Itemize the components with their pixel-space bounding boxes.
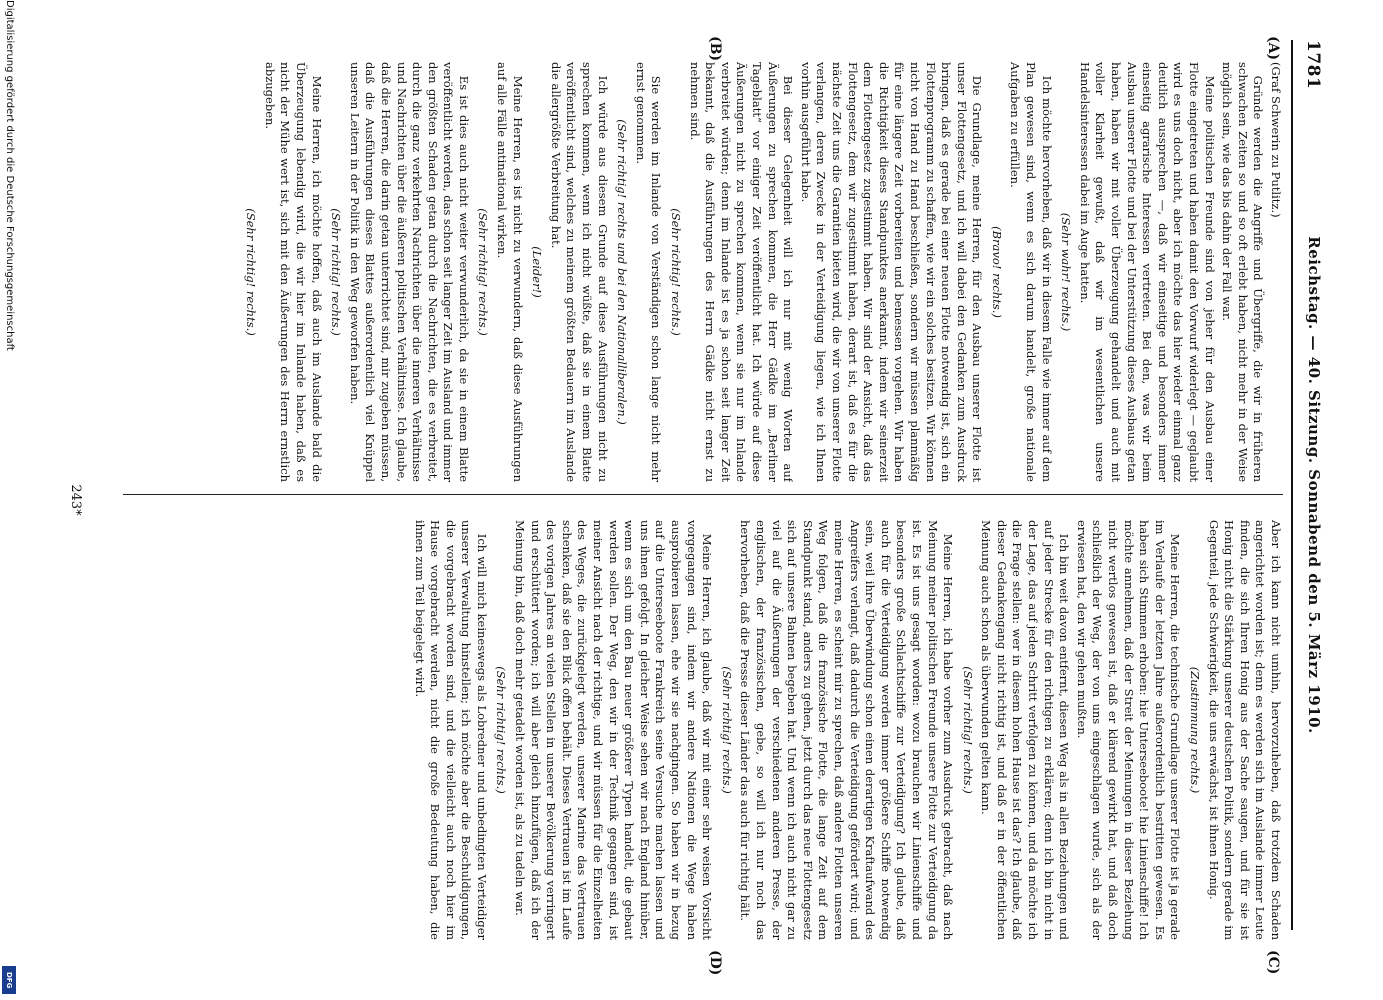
interjection: (Sehr richtig! rechts und bei den Nationalliberalen.) xyxy=(615,119,630,425)
digitization-note-text: Digitalisierung gefördert durch die Deutsche Forschungsgemeinschaft xyxy=(4,0,15,351)
paragraph: Gründe werden die Angriffe und Übergriffe, die wir in früheren schwachen Zeiten so und so oft erlebt haben, nicht mehr in der Weise möglich sein, wie das bis dahin der Fall war. xyxy=(1220,62,1266,482)
header-page-number: 1781 xyxy=(1303,40,1323,90)
paragraph: Meine Herren, ich glaube, daß wir mit einer sehr weisen Vorsicht vorgegangen sind, indem wir andere Nationen die Wege haben ausprobieren lassen, ehe wir sie nachgingen. So haben wir in bezug auf die Unterseeboote Frankreich seine Versuche machen lassen und uns ihnen gefolgt. In gleicher Weise sehen wir nach England hinüber, wenn es sich um den Bau neuer größerer Typen handelt, die gebaut werden sollen. Der Weg, den wir in der Technik gegangen sind, ist meiner Ansicht nach der richtige, und wir müssen für die Einzelheiten des Weges, die zurückgelegt werden, unserer Marine das Vertrauen schenken, daß sie den Blick offen behält. Dieses Vertrauen ist im Laufe des vorigen Jahres an vielen Stellen in unserer Bevölkerung verringert und erschüttert worden; ich will aber gleich hinzufügen, daß ich der Meinung bin, daß doch mehr getadelt worden ist, als zu tadeln war. xyxy=(513,520,715,940)
interjection: (Sehr richtig! rechts.) xyxy=(494,666,509,794)
interjection: (Sehr richtig! rechts.) xyxy=(960,666,975,794)
margin-letter-b: (B) xyxy=(707,36,723,62)
text-column-left xyxy=(123,62,1283,482)
paragraph: Sie werden im Inlande von Verständigen schon lange nicht mehr ernst genommen. xyxy=(633,62,664,482)
interjection: (Leider!) xyxy=(530,246,545,298)
margin-letter-d: (D) xyxy=(707,950,723,976)
running-header xyxy=(1297,40,1323,930)
paragraph: Die Grundlage, meine Herren, für den Ausbau unserer Flotte ist unser Flottengesetz, und ich will dabei den Gedanken zum Ausdruck bringen, daß es gerade bei einer neuen Flotte notwendig ist, sich ein Flottenprogramm zu schaffen, wie wir ein solches besitzen. Wir können nicht von Hand zu Hand beschließen, sondern wir müssen planmäßig für eine längere Zeit vorbereiten und bemessen vorgehen. Wir haben die Richtigkeit dieses Standpunktes anerkannt, indem wir seinerzeit dem Flottengesetz zugestimmt haben. Wir sind der Ansicht, daß das Flottengesetz, dem wir zugestimmt haben, derart ist, daß es für die nächste Zeit uns die Garantien bieten wird, die wir von unserer Flotte verlangen, deren Zwecke in der Verteidigung liegen, wie ich Ihnen vorhin ausgeführt habe. xyxy=(798,62,985,482)
paragraph: Ich bin weit davon entfernt, diesen Weg als in allen Beziehungen und auf jeder Strecke für den richtigen zu erklären; denn ich bin nicht in der Lage, das auf jeden Schritt verfolgen zu können, und da möchte ich die Frage stellen: wer in diesem hohen Hause ist das? Ich glaube, daß dieser Gedankengang nicht richtig ist, und daß er in der öffentlichen Meinung auch schon als überwunden gelten kann. xyxy=(979,520,1072,940)
digitization-note xyxy=(2,0,18,1000)
interjection: (Sehr richtig! rechts.) xyxy=(719,666,734,794)
interjection: (Zustimmung rechts.) xyxy=(1188,666,1203,794)
paragraph: Meine Herren, die technische Grundlage unserer Flotte ist ja gerade im Verlaufe der letzten Jahre außerordentlich bestritten gewesen. Es haben sich Stimmen erhoben: hie Unterseeboote! hie Linienschiffe! Ich möchte annehmen, daß der Streit der Meinungen in dieser Beziehung nicht wertlos gewesen ist, daß er klärend gewirkt hat, und daß doch schließlich der Weg, der von uns eingeschlagen wurde, sich als der erwiesen hat, den wir gehen mußten. xyxy=(1074,520,1183,940)
speaker-line: Aber ich kann nicht umhin, hervorzuheben, daß trotzdem Schaden angerichtet worden ist; denn es werden sich im Auslande immer Leute finden, die sich Ihren Honig aus der Sache saugen, und für sie ist Honig nicht die Stärkung unserer deutschen Politik, sondern gerade im Gegenteil, jede Schwierigkeit, die uns erwächst, ist ihnen Honig. xyxy=(1206,520,1283,940)
paragraph: Bei dieser Gelegenheit will ich nur mit wenig Worten auf Äußerungen zu sprechen kommen, die Herr Gädke im „Berliner Tageblatt“ vor einiger Zeit veröffentlicht hat. Ich würde auf diese Äußerungen nicht zu sprechen kommen, wenn sie nur im Inlande verbreitet würden; denn im Inlande ist es ja schon seit langer Zeit bekannt, daß die Ausführungen des Herrn Gädke nicht ernst zu nehmen sind. xyxy=(687,62,796,482)
text-column-right xyxy=(123,520,1283,940)
speaker-line: (Graf Schwerin zu Putlitz.) xyxy=(1269,62,1283,218)
header-title: Reichstag. — 40. Sitzung. Sonnabend den 5. März 1910. xyxy=(1305,236,1323,734)
margin-letter-a: (A) xyxy=(1265,36,1281,61)
page-footer-number: 243* xyxy=(68,484,83,516)
interjection: (Sehr wahr! rechts.) xyxy=(1059,212,1074,332)
paragraph: Es ist dies auch nicht weiter verwunderlich, da sie in einem Blatte veröffentlicht werden, das schon seit langer Zeit im Ausland und immer den größten Schaden getan durch die Nachrichten, die es verbreitet, durch die ganz verkehrten Nachrichten über die inneren Verhältnisse und Nachrichten über die äußeren politischen Verhältnisse. Ich glaube, daß die Herren, die darin getan unterrichtet sind, mir zugeben müssen, daß die Ausführungen dieses Blattes außerordentlich viel Knüppel unseren Leitern in der Politik in den Weg geworfen haben. xyxy=(347,62,471,482)
interjection: (Sehr richtig! rechts.) xyxy=(244,208,259,336)
paragraph: Meine Herren, ich möchte hoffen, daß auch im Auslande bald die Überzeugung lebendig wird, die wir hier im Inlande haben, daß es nicht der Mühe wert ist, sich mit den Äußerungen des Herrn ernstlich abzugeben. xyxy=(262,62,324,482)
interjection: (Sehr richtig! rechts.) xyxy=(329,208,344,336)
paragraph: Ich möchte hervorheben, daß wir in diesem Falle wie immer auf dem Plan gewesen sind, wenn es sich darum handelt, große nationale Aufgaben zu erfüllen. xyxy=(1008,62,1054,482)
dfg-logo: DFG xyxy=(2,966,16,994)
interjection: (Bravo! rechts.) xyxy=(989,226,1004,318)
paragraph: Meine politischen Freunde sind von jeher für den Ausbau einer Flotte eingetreten und haben damit den Vorwurf widerlegt — geglaubt wird es uns doch nicht, aber ich möchte das hier wieder einmal ganz deutlich aussprechen —, daß wir einseitige und besonders immer einseitig agrarische Interessen vertreten. Bei den, was wir beim Ausbau unserer Flotte und bei der Unterstützung dieses Ausbaus getan haben, haben wir mit voller Überzeugung gehandelt und auch mit voller Klarheit gewußt, daß wir im wesentlichen unsere Handelsinteressen dabei im Auge hatten. xyxy=(1077,62,1217,482)
margin-letter-c: (C) xyxy=(1265,950,1281,975)
paragraph: Ich will mich keineswegs als Lobredner und unbedingten Verteidiger unserer Verwaltung hinstellen; ich möchte aber die Beschuldigungen, die vorgebracht worden sind, und die vielleicht auch noch hier im Hause vorgebracht werden, nicht die große Bedeutung haben, die ihnen zum Teil beigelegt wird. xyxy=(412,520,489,940)
header-rule xyxy=(1291,40,1293,930)
paragraph: Ich würde aus diesem Grunde auf diese Ausführungen nicht zu sprechen kommen, wenn ich nicht wüßte, daß sie in einem Blatte veröffentlicht sind, welches zu meinem größten Bedauern im Auslande die allergrößte Verbreitung hat. xyxy=(548,62,610,482)
paragraph: Meine Herren, ich habe vorher zum Ausdruck gebracht, daß nach Meinung meiner politischen Freunde unsere Flotte zur Verteidigung da ist. Es ist uns gesagt worden: wozu brauchen wir Linienschiffe und besonders große Schlachtschiffe zur Verteidigung? Ich glaube, daß auch für die Verteidigung werden immer größere Schiffe notwendig sein, weil ihre Überwindung schon einen derartigen Kraftaufwand des Angreifers verlangt, daß dadurch die Verteidigung gefördert wird; und meine Herren, es scheint mir zu sprechen, daß andere Flotten unseren Weg folgen, daß die französische Flotte, die lange Zeit auf dem Standpunkt stand, anders zu gehen, jetzt durch das neue Flottengesetz sich auf unsere Bahnen begeben hat. Und wenn ich auch nicht gar zu viel auf die Äußerungen der verschiedenen anderen Presse, der englischen, der französischen, gebe, so will ich nur noch das hervorheben, daß die Presse dieser Länder das auch für richtig hält. xyxy=(738,520,956,940)
column-divider xyxy=(123,494,1283,495)
interjection: (Sehr richtig! rechts.) xyxy=(669,208,684,336)
interjection: (Sehr richtig! rechts.) xyxy=(476,208,491,336)
paragraph: Meine Herren, es ist nicht zu verwundern, daß diese Ausführungen auf alle Fälle antinational wirken. xyxy=(495,62,525,482)
